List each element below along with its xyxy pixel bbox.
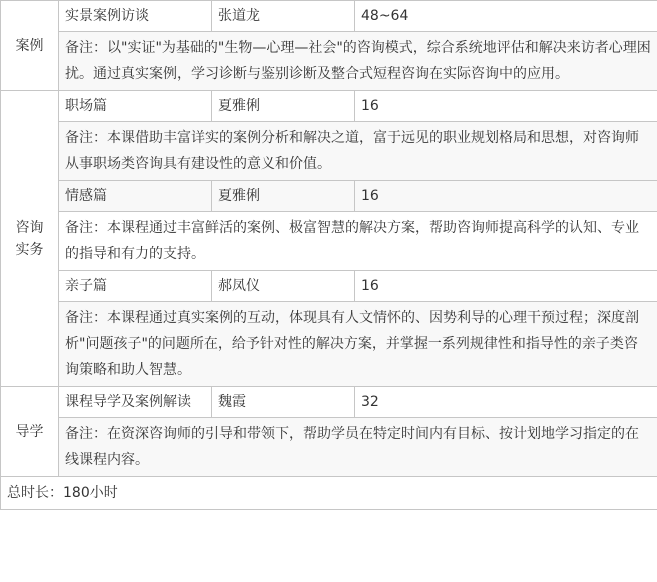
teacher-name: 郝凤仪 bbox=[212, 271, 355, 302]
teacher-name: 魏霞 bbox=[212, 387, 355, 418]
course-note: 备注：以"实证"为基础的"生物—心理—社会"的咨询模式，综合系统地评估和解决来访者心理困扰。通过真实案例，学习诊断与鉴别诊断及整合式短程咨询在实际咨询中的应用。 bbox=[59, 32, 657, 91]
note-row bbox=[1, 122, 657, 181]
course-name: 职场篇 bbox=[59, 91, 212, 122]
course-name: 亲子篇 bbox=[59, 271, 212, 302]
course-row bbox=[1, 271, 657, 302]
course-name: 课程导学及案例解读 bbox=[59, 387, 212, 418]
teacher-name: 夏雅俐 bbox=[212, 91, 355, 122]
total-duration: 总时长：180小时 bbox=[1, 477, 657, 510]
category-label-line: 咨询 bbox=[15, 219, 44, 236]
course-note: 备注：在资深咨询师的引导和带领下，帮助学员在特定时间内有目标、按计划地学习指定的在线课程内容。 bbox=[59, 418, 657, 477]
note-row bbox=[1, 302, 657, 387]
total-row bbox=[1, 477, 657, 510]
note-row bbox=[1, 212, 657, 271]
course-note: 备注：本课程通过真实案例的互动，体现具有人文情怀的、因势利导的心理干预过程；深度剖析"问题孩子"的问题所在，给予针对性的解决方案，并掌握一系列规律性和指导性的亲子类咨询策略和助人智慧。 bbox=[59, 302, 657, 387]
hours-value: 16 bbox=[355, 271, 657, 302]
course-row bbox=[1, 387, 657, 418]
course-row bbox=[1, 1, 657, 32]
category-cell: 导学 bbox=[1, 387, 59, 477]
course-note: 备注：本课借助丰富详实的案例分析和解决之道，富于远见的职业规划格局和思想，对咨询师从事职场类咨询具有建设性的意义和价值。 bbox=[59, 122, 657, 181]
hours-value: 16 bbox=[355, 91, 657, 122]
note-row bbox=[1, 32, 657, 91]
category-cell: 案例 bbox=[1, 1, 59, 91]
hours-value: 16 bbox=[355, 181, 657, 212]
course-name: 实景案例访谈 bbox=[59, 1, 212, 32]
course-name: 情感篇 bbox=[59, 181, 212, 212]
category-label-line: 实务 bbox=[15, 241, 44, 258]
hours-value: 48~64 bbox=[355, 1, 657, 32]
course-row bbox=[1, 91, 657, 122]
note-row bbox=[1, 418, 657, 477]
category-cell bbox=[1, 91, 59, 387]
course-row bbox=[1, 181, 657, 212]
teacher-name: 夏雅俐 bbox=[212, 181, 355, 212]
hours-value: 32 bbox=[355, 387, 657, 418]
course-note: 备注：本课程通过丰富鲜活的案例、极富智慧的解决方案，帮助咨询师提高科学的认知、专业的指导和有力的支持。 bbox=[59, 212, 657, 271]
teacher-name: 张道龙 bbox=[212, 1, 355, 32]
